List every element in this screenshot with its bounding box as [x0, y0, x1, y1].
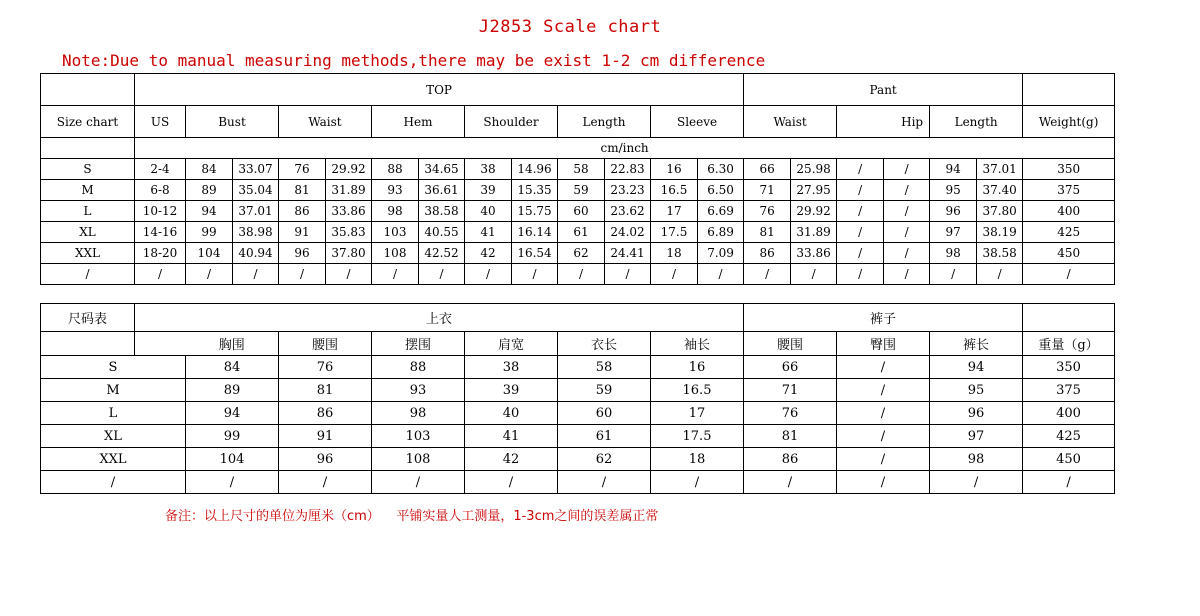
table-cell: 16.5 [651, 180, 698, 201]
table-row [41, 379, 1115, 402]
table-cell: 22.83 [605, 159, 651, 180]
table-cell: 71 [744, 379, 837, 402]
table-cell: 81 [279, 379, 372, 402]
table-cell: 29.92 [326, 159, 372, 180]
table-cell: 37.01 [977, 159, 1023, 180]
table-cell: 60 [558, 201, 605, 222]
table-cell: / [1023, 264, 1115, 285]
table-cell: 96 [930, 402, 1023, 425]
table-cell: 108 [372, 243, 419, 264]
table-cell: 81 [744, 425, 837, 448]
table-cell: / [279, 471, 372, 494]
table-cell: 18 [651, 243, 698, 264]
weight-header: Weight(g) [1023, 106, 1115, 138]
table-cell: 91 [279, 425, 372, 448]
table-cell: 96 [930, 201, 977, 222]
table-cell: 98 [372, 402, 465, 425]
size-cell: XXL [41, 448, 186, 471]
table-cell: / [558, 264, 605, 285]
shoulder-header: Shoulder [465, 106, 558, 138]
table-cell: 99 [186, 425, 279, 448]
table-cell: 61 [558, 425, 651, 448]
table-cell: 24.41 [605, 243, 651, 264]
table-cell: 375 [1023, 379, 1115, 402]
table-cell: 6.30 [698, 159, 744, 180]
table-cell: 2-4 [135, 159, 186, 180]
group-pant-header-cn: 裤子 [744, 304, 1023, 332]
table-cell: 33.86 [326, 201, 372, 222]
size-chart-header: Size chart [41, 106, 135, 138]
hem-header-cn: 摆围 [372, 332, 465, 356]
table-cell: 62 [558, 243, 605, 264]
sleeve-header: Sleeve [651, 106, 744, 138]
table-cell: 6.89 [698, 222, 744, 243]
table-cell: / [512, 264, 558, 285]
table-cell: 76 [279, 159, 326, 180]
table-cell: 18-20 [135, 243, 186, 264]
size-cell: M [41, 379, 186, 402]
length-header: Length [558, 106, 651, 138]
table-cell: 29.92 [791, 201, 837, 222]
table-row [41, 425, 1115, 448]
table-cell: 88 [372, 356, 465, 379]
table-cell: 62 [558, 448, 651, 471]
table-cell: 93 [372, 180, 419, 201]
table-cell: 99 [186, 222, 233, 243]
table-cell: 38 [465, 356, 558, 379]
table-cell: 38.98 [233, 222, 279, 243]
table-cell: 42.52 [419, 243, 465, 264]
waist-header-cn: 腰围 [279, 332, 372, 356]
table-cell: 39 [465, 379, 558, 402]
size-cell: / [41, 264, 135, 285]
size-cell: / [41, 471, 186, 494]
table-cell: / [884, 180, 930, 201]
size-cell: L [41, 402, 186, 425]
table-cell: 108 [372, 448, 465, 471]
table-cell: 39 [465, 180, 512, 201]
table-cell: 17 [651, 201, 698, 222]
table-cell: / [837, 471, 930, 494]
table-cell: / [884, 201, 930, 222]
table-cell: 17.5 [651, 425, 744, 448]
pant-length-header-cn: 裤长 [930, 332, 1023, 356]
table-cell: 16.5 [651, 379, 744, 402]
table-cell: 37.80 [977, 201, 1023, 222]
pant-length-header: Length [930, 106, 1023, 138]
table-cell: 40.94 [233, 243, 279, 264]
shoulder-header-cn: 肩宽 [465, 332, 558, 356]
blank-header-cell [135, 332, 186, 356]
table-row [41, 448, 1115, 471]
pant-waist-header-cn: 腰围 [744, 332, 837, 356]
table-cell: / [884, 243, 930, 264]
table-cell: 86 [744, 243, 791, 264]
table-cell: 17.5 [651, 222, 698, 243]
table-cell: 38 [465, 159, 512, 180]
blank-header-cell [41, 332, 135, 356]
size-cell: S [41, 159, 135, 180]
table-cell: 27.95 [791, 180, 837, 201]
table-cell: 84 [186, 356, 279, 379]
table-cell: / [837, 356, 930, 379]
table-cell: 76 [744, 201, 791, 222]
bust-header-cn: 胸围 [186, 332, 279, 356]
table-cell: 66 [744, 356, 837, 379]
table-cell: / [837, 159, 884, 180]
table-cell: / [651, 471, 744, 494]
table-cell: 94 [186, 201, 233, 222]
table-cell: / [465, 264, 512, 285]
hem-header: Hem [372, 106, 465, 138]
table-cell: / [698, 264, 744, 285]
blank-header-cell [1023, 74, 1115, 106]
table-cell: / [744, 264, 791, 285]
table-cell: 89 [186, 180, 233, 201]
table-cell: / [837, 425, 930, 448]
table-cell: 10-12 [135, 201, 186, 222]
blank-header-cell [837, 106, 884, 138]
table-cell: 66 [744, 159, 791, 180]
table-cell: 15.35 [512, 180, 558, 201]
table-cell: 37.01 [233, 201, 279, 222]
size-cell: L [41, 201, 135, 222]
table-cell: 95 [930, 379, 1023, 402]
table-cell: 38.58 [419, 201, 465, 222]
table-cell: / [326, 264, 372, 285]
table-cell: / [419, 264, 465, 285]
table-cell: / [651, 264, 698, 285]
table-cell: 61 [558, 222, 605, 243]
table-cell: / [233, 264, 279, 285]
size-cell: XXL [41, 243, 135, 264]
table-cell: 38.58 [977, 243, 1023, 264]
table-cell: 81 [279, 180, 326, 201]
table-cell: 41 [465, 425, 558, 448]
table-cell: / [977, 264, 1023, 285]
table-cell: 98 [372, 201, 419, 222]
table-cell: 375 [1023, 180, 1115, 201]
table-cell: 40.55 [419, 222, 465, 243]
table-row [41, 471, 1115, 494]
size-cell: XL [41, 222, 135, 243]
table-cell: 86 [279, 402, 372, 425]
table-cell: 350 [1023, 159, 1115, 180]
size-cell: XL [41, 425, 186, 448]
table-cell: 96 [279, 448, 372, 471]
table-cell: 97 [930, 222, 977, 243]
table-cell: / [837, 402, 930, 425]
table-cell: 91 [279, 222, 326, 243]
table-cell: 24.02 [605, 222, 651, 243]
us-header: US [135, 106, 186, 138]
size-table-cn [40, 303, 1115, 494]
table-cell: / [186, 471, 279, 494]
table-cell: 93 [372, 379, 465, 402]
table-cell: / [135, 264, 186, 285]
hip-header-cn: 臀围 [837, 332, 930, 356]
table-cell: 104 [186, 448, 279, 471]
table-cell: 450 [1023, 243, 1115, 264]
table-cell: 98 [930, 448, 1023, 471]
table-cell: 59 [558, 379, 651, 402]
table-cell: 58 [558, 356, 651, 379]
table-cell: 23.23 [605, 180, 651, 201]
chart-title: J2853 Scale chart [478, 17, 662, 37]
hip-header: Hip [884, 106, 930, 138]
table-cell: 31.89 [326, 180, 372, 201]
table-cell: 7.09 [698, 243, 744, 264]
table-cell: 86 [744, 448, 837, 471]
table-cell: 71 [744, 180, 791, 201]
table-cell: 84 [186, 159, 233, 180]
table-cell: 450 [1023, 448, 1115, 471]
table-cell: / [465, 471, 558, 494]
table-cell: 94 [186, 402, 279, 425]
table-cell: 16.54 [512, 243, 558, 264]
table-cell: 96 [279, 243, 326, 264]
table-cell: 16 [651, 356, 744, 379]
size-chart-header-cn: 尺码表 [41, 304, 135, 332]
table-row [41, 180, 1115, 201]
table-cell: 35.83 [326, 222, 372, 243]
table-cell: / [930, 471, 1023, 494]
table-cell: / [930, 264, 977, 285]
blank-header-cell [41, 74, 135, 106]
table-cell: / [186, 264, 233, 285]
table-cell: 16.14 [512, 222, 558, 243]
table-cell: 6.69 [698, 201, 744, 222]
table-cell: / [837, 243, 884, 264]
waist-header: Waist [279, 106, 372, 138]
table-cell: 33.07 [233, 159, 279, 180]
table-cell: 35.04 [233, 180, 279, 201]
table-cell: / [837, 222, 884, 243]
table-cell: 350 [1023, 356, 1115, 379]
table-cell: 98 [930, 243, 977, 264]
table-cell: 14.96 [512, 159, 558, 180]
weight-header-cn: 重量（g） [1023, 332, 1115, 356]
table-cell: 425 [1023, 425, 1115, 448]
group-top-header-cn: 上衣 [135, 304, 744, 332]
table-cell: 34.65 [419, 159, 465, 180]
table-cell: 6-8 [135, 180, 186, 201]
size-table-en [40, 73, 1115, 285]
table-cell: 33.86 [791, 243, 837, 264]
table-cell: 81 [744, 222, 791, 243]
table-row [41, 356, 1115, 379]
table-cell: 86 [279, 201, 326, 222]
table-cell: / [837, 379, 930, 402]
table-cell: 18 [651, 448, 744, 471]
table-cell: 36.61 [419, 180, 465, 201]
table-cell: 37.40 [977, 180, 1023, 201]
group-pant-header: Pant [744, 74, 1023, 106]
table-cell: / [372, 471, 465, 494]
table-cell: 23.62 [605, 201, 651, 222]
group-top-header: TOP [135, 74, 744, 106]
table-cell: 25.98 [791, 159, 837, 180]
table-cell: 14-16 [135, 222, 186, 243]
length-header-cn: 衣长 [558, 332, 651, 356]
bust-header: Bust [186, 106, 279, 138]
table-cell: 42 [465, 243, 512, 264]
table-cell: 95 [930, 180, 977, 201]
table-cell: 6.50 [698, 180, 744, 201]
table-cell: / [884, 159, 930, 180]
table-cell: 37.80 [326, 243, 372, 264]
table-cell: 103 [372, 222, 419, 243]
table-cell: 76 [279, 356, 372, 379]
table-cell: / [791, 264, 837, 285]
table-cell: 400 [1023, 201, 1115, 222]
table-cell: 17 [651, 402, 744, 425]
table-cell: 89 [186, 379, 279, 402]
table-cell: 94 [930, 159, 977, 180]
table-cell: 97 [930, 425, 1023, 448]
table-cell: 425 [1023, 222, 1115, 243]
table-cell: / [558, 471, 651, 494]
table-cell: / [884, 222, 930, 243]
table-row [41, 264, 1115, 285]
table-cell: 16 [651, 159, 698, 180]
table-cell: 40 [465, 201, 512, 222]
table-cell: / [279, 264, 326, 285]
table-cell: 42 [465, 448, 558, 471]
table-row [41, 201, 1115, 222]
sleeve-header-cn: 袖长 [651, 332, 744, 356]
table-cell: / [837, 180, 884, 201]
table-row [41, 402, 1115, 425]
measurement-note-cn: 备注：以上尺寸的单位为厘米（cm） 平铺实量人工测量，1-3cm之间的误差属正常 [165, 509, 659, 524]
size-cell: M [41, 180, 135, 201]
table-cell: 103 [372, 425, 465, 448]
table-cell: / [605, 264, 651, 285]
table-cell: 15.75 [512, 201, 558, 222]
blank-header-cell [41, 138, 135, 159]
table-row [41, 159, 1115, 180]
table-row [41, 222, 1115, 243]
pant-waist-header: Waist [744, 106, 837, 138]
table-cell: 400 [1023, 402, 1115, 425]
blank-header-cell [1023, 304, 1115, 332]
table-cell: / [837, 201, 884, 222]
unit-header: cm/inch [135, 138, 1115, 159]
table-cell: 40 [465, 402, 558, 425]
table-cell: 94 [930, 356, 1023, 379]
measurement-note: Note:Due to manual measuring methods,there may be exist 1-2 cm difference [62, 51, 766, 70]
table-cell: 104 [186, 243, 233, 264]
size-cell: S [41, 356, 186, 379]
table-cell: / [372, 264, 419, 285]
table-cell: / [744, 471, 837, 494]
table-row [41, 243, 1115, 264]
table-cell: / [884, 264, 930, 285]
table-cell: 60 [558, 402, 651, 425]
table-cell: / [837, 264, 884, 285]
table-cell: 76 [744, 402, 837, 425]
table-cell: 58 [558, 159, 605, 180]
table-cell: / [1023, 471, 1115, 494]
table-cell: / [837, 448, 930, 471]
table-cell: 41 [465, 222, 512, 243]
table-cell: 38.19 [977, 222, 1023, 243]
table-cell: 88 [372, 159, 419, 180]
table-cell: 31.89 [791, 222, 837, 243]
table-cell: 59 [558, 180, 605, 201]
